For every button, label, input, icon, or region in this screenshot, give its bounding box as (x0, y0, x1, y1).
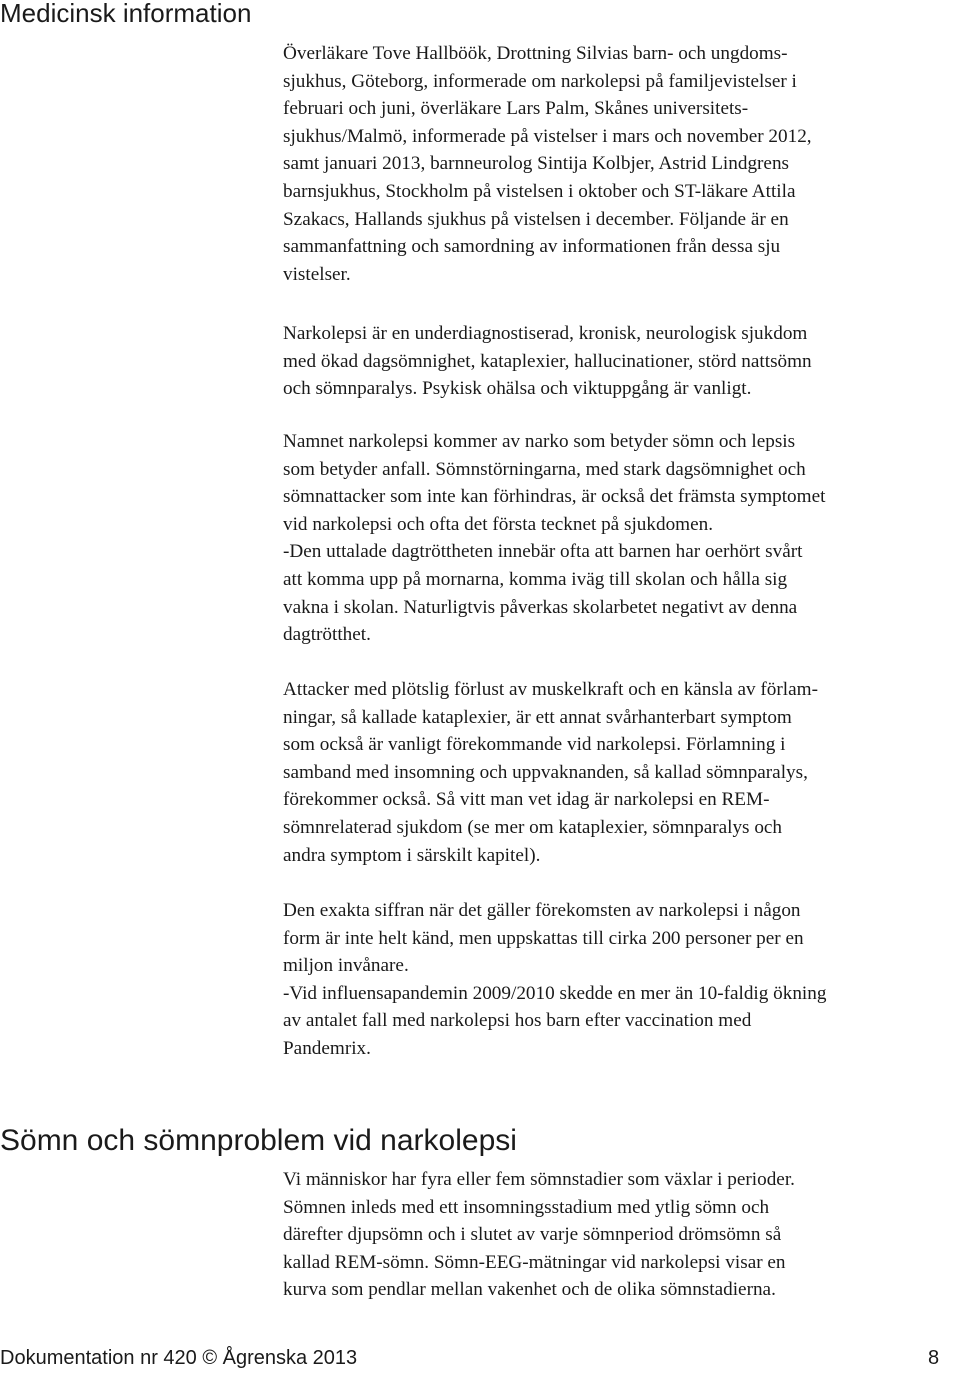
section-heading-somn-och-somnproblem: Sömn och sömnproblem vid narkolepsi (0, 1124, 517, 1157)
text-line: av antalet fall med narkolepsi hos barn efter vaccination med (283, 1010, 752, 1032)
paragraph-sleep-stages (283, 1166, 958, 1304)
text-line: andra symptom i särskilt kapitel). (283, 844, 541, 866)
text-line: Szakacs, Hallands sjukhus på vistelsen i december. Följande är en (283, 208, 789, 230)
text-line: samt januari 2013, barnneurolog Sintija Kolbjer, Astrid Lindgrens (283, 153, 790, 175)
text-line: Överläkare Tove Hallböök, Drottning Silvias barn- och ungdoms- (283, 43, 788, 64)
text-line: -Den uttalade dagtröttheten innebär ofta att barnen har oerhört svårt (283, 541, 803, 563)
text-line: Vi människor har fyra eller fem sömnstadier som växlar i perioder. (283, 1169, 795, 1190)
text-line: ningar, så kallade kataplexier, är ett annat svårhanterbart symptom (283, 706, 792, 728)
text-line: att komma upp på mornarna, komma iväg till skolan och hålla sig (283, 568, 788, 590)
text-line: kurva som pendlar mellan vakenhet och de olika sömnstadierna. (283, 1279, 776, 1301)
text-line: sjukhus, Göteborg, informerade om narkolepsi på familjevistelser i (283, 70, 797, 92)
text-line: förekommer också. Så vitt man vet idag är narkolepsi en REM- (283, 789, 770, 811)
text-line: därefter djupsömn och i slutet av varje sömnperiod drömsömn så (283, 1224, 782, 1246)
text-line: och sömnparalys. Psykisk ohälsa och viktuppgång är vanligt. (283, 378, 752, 400)
paragraph-name-origin (283, 428, 958, 649)
page-number: 8 (928, 1347, 940, 1369)
paragraph-intro (283, 40, 958, 288)
text-line: vakna i skolan. Naturligtvis påverkas skolarbetet negativt av denna (283, 596, 798, 618)
text-line: dagtrötthet. (283, 624, 371, 646)
text-line: Narkolepsi är en underdiagnostiserad, kronisk, neurologisk sjukdom (283, 323, 808, 344)
text-line: som också är vanligt förekommande vid narkolepsi. Förlamning i (283, 734, 786, 756)
paragraph-kataplexier (283, 676, 958, 869)
paragraph-definition (283, 320, 958, 403)
paragraph-prevalence (283, 897, 958, 1063)
text-line: februari och juni, överläkare Lars Palm, Skånes universitets- (283, 98, 749, 120)
text-line: Den exakta siffran när det gäller förekomsten av narkolepsi i någon (283, 900, 801, 921)
text-line: kallad REM-sömn. Sömn-EEG-mätningar vid narkolepsi visar en (283, 1251, 786, 1273)
text-line: med ökad dagsömnighet, kataplexier, hallucinationer, störd nattsömn (283, 350, 812, 372)
text-line: sammanfattning och samordning av informationen från dessa sju (283, 236, 781, 258)
text-line: form är inte helt känd, men uppskattas till cirka 200 personer per en (283, 927, 804, 949)
text-line: sömnattacker som inte kan förhindras, är också det främsta symptomet (283, 486, 826, 508)
text-line: Namnet narkolepsi kommer av narko som betyder sömn och lepsis (283, 431, 796, 452)
text-line: Sömnen inleds med ett insomningsstadium med ytlig sömn och (283, 1196, 770, 1218)
text-line: barnsjukhus, Stockholm på vistelsen i oktober och ST-läkare Attila (283, 180, 796, 202)
text-line: sjukhus/Malmö, informerade på vistelser i mars och november 2012, (283, 125, 812, 147)
footer-document-info: Dokumentation nr 420 © Ågrenska 2013 (0, 1347, 358, 1369)
text-line: vid narkolepsi och ofta det första tecknet på sjukdomen. (283, 513, 713, 535)
section-heading-medicinsk-information: Medicinsk information (0, 0, 252, 28)
text-line: som betyder anfall. Sömnstörningarna, med stark dagsömnighet och (283, 458, 806, 480)
text-line: samband med insomning och uppvaknanden, så kallad sömnparalys, (283, 761, 808, 783)
text-line: Attacker med plötslig förlust av muskelkraft och en känsla av förlam- (283, 679, 818, 700)
text-line: Pandemrix. (283, 1037, 371, 1059)
text-line: -Vid influensapandemin 2009/2010 skedde en mer än 10-faldig ökning (283, 982, 827, 1004)
text-line: vistelser. (283, 263, 351, 285)
text-line: miljon invånare. (283, 955, 409, 977)
text-line: sömnrelaterad sjukdom (se mer om kataplexier, sömnparalys och (283, 816, 783, 838)
